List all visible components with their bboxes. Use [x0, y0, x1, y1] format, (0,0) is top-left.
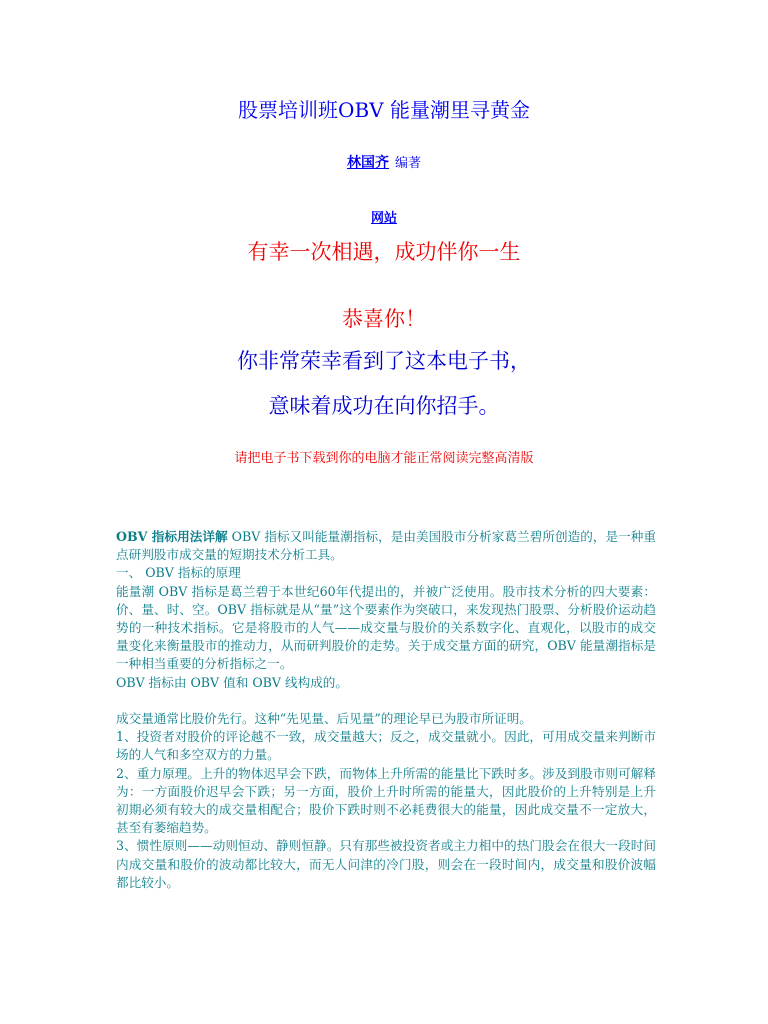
author-link[interactable]: 林国齐 [346, 155, 389, 171]
lucky-line-1: 你非常荣幸看到了这本电子书， [237, 349, 531, 373]
website-link[interactable]: 网站 [370, 211, 397, 226]
section1-paragraph-2: OBV 指标由 OBV 值和 OBV 线构成的。 [116, 674, 348, 690]
point-3: 3、惯性原则——动则恒动、静则恒静。只有那些被投资者或主力相中的热门股会在很大一段时间内成交量和股价的波动都比较大，而无人问津的冷门股，则会在一段时间内，成交量和股价波幅都比较小。 [116, 838, 656, 890]
hd-version-label: 完整高清版 [468, 451, 534, 466]
paragraph-gap [116, 692, 656, 710]
intro-heading: OBV 指标用法详解 [116, 529, 228, 544]
author-role: 编著 [394, 156, 421, 171]
lucky-line-2: 意味着成功在向你招手。 [268, 394, 500, 418]
article-body [116, 528, 656, 892]
author-line [0, 152, 768, 172]
section1-paragraph-1: 能量潮 OBV 指标是葛兰碧于本世纪60年代提出的，并被广泛使用。股市技术分析的四大要素：价、量、时、空。OBV 指标就是从“量”这个要素作为突破口，来发现热门股票、分析股价运动趋势的一种技术指标。它是将股市的人气——成交量与股价的关系数字化、直观化，以股市的成交量变化来衡量股市的推动力，从而研判股价的走势。关于成交量方面的研究，OBV 能量潮指标是一种相当重要的分析指标之一。 [116, 583, 656, 672]
volume-paragraph: 成交量通常比股价先行。这种“先见量、后见量”的理论早已为股市所证明。 [116, 711, 532, 727]
download-notice-text: 请把电子书下载到你的电脑才能正常阅读 [234, 451, 469, 466]
intro-paragraph [116, 528, 656, 564]
download-notice [0, 447, 768, 466]
intro-text: OBV 指标又叫能量潮指标，是由美国股市分析家葛兰碧所创造的，是一种重点研判股市成交量的短期技术分析工具。 [116, 529, 656, 563]
point-2: 2、重力原理。上升的物体迟早会下跌，而物体上升所需的能量比下跌时多。涉及到股市则可解释为：一方面股价迟早会下跌；另一方面，股价上升时所需的能量大，因此股价的上升特别是上升初期必须有较大的成交量相配合；股价下跌时则不必耗费很大的能量，因此成交量不一定放大，甚至有萎缩趋势。 [116, 765, 656, 836]
congrats-text: 恭喜你！ [342, 307, 426, 331]
point-1: 1、投资者对股价的评论越不一致，成交量越大；反之，成交量就小。因此，可用成交量来判断市场的人气和多空双方的力量。 [116, 729, 656, 763]
slogan: 有幸一次相遇，成功伴你一生 [247, 240, 521, 264]
section1-heading: 一、 OBV 指标的原理 [116, 565, 241, 581]
document-title: 股票培训班OBV 能量潮里寻黄金 [238, 98, 530, 122]
